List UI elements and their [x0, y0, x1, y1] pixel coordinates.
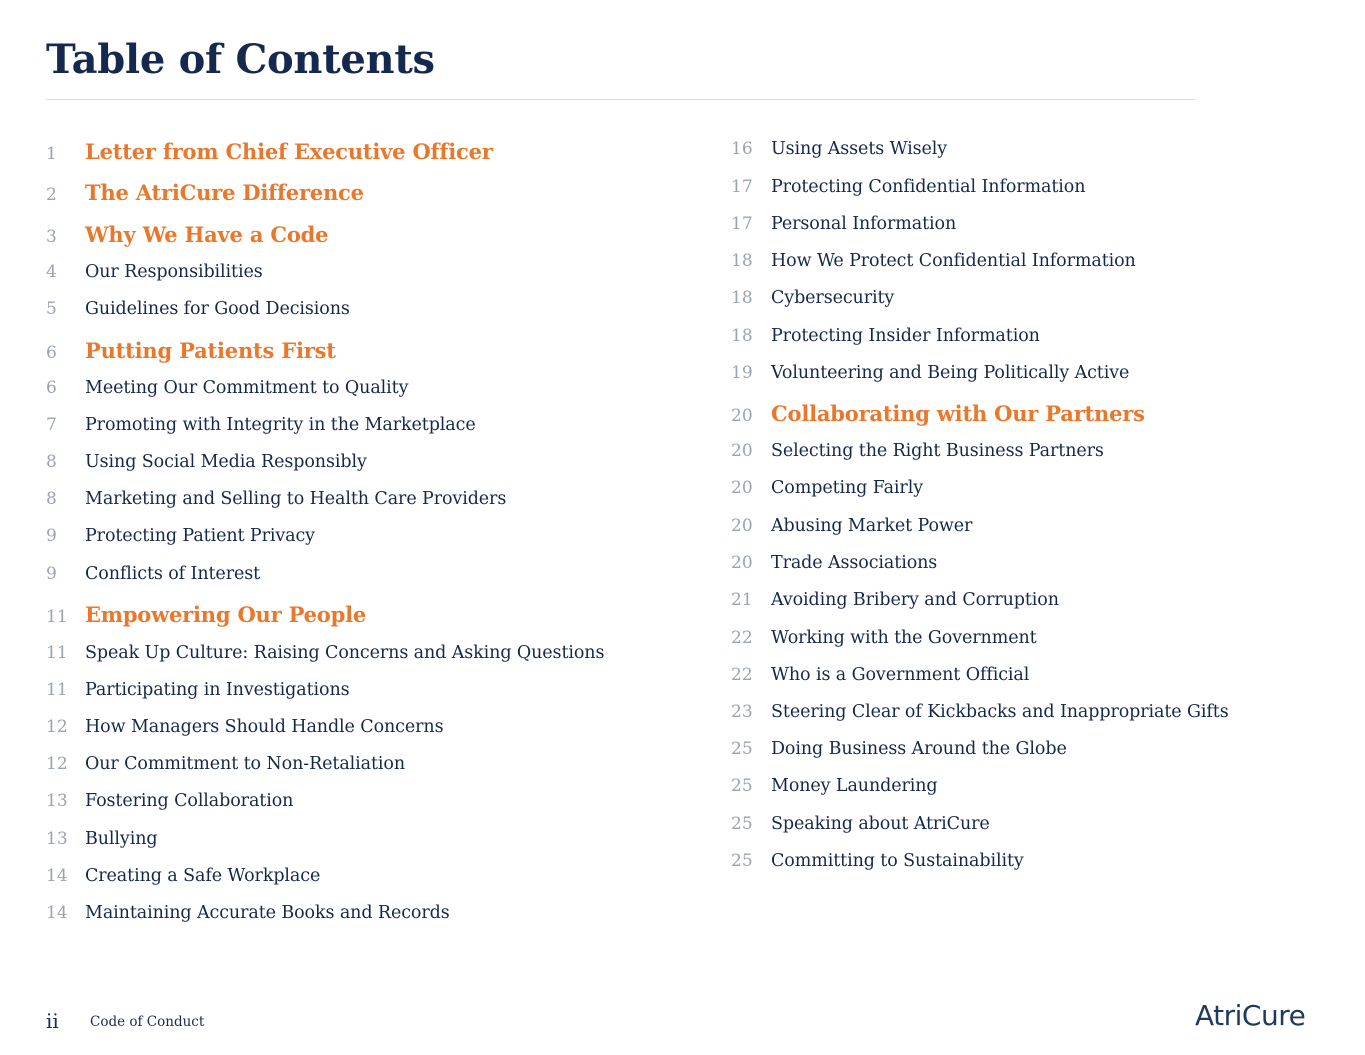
toc-page-number: 18 [731, 251, 753, 271]
toc-entry[interactable] [731, 516, 972, 536]
toc-entry-label: Protecting Patient Privacy [85, 526, 315, 546]
toc-entry-label: Empowering Our People [85, 602, 367, 627]
toc-entry[interactable] [731, 251, 1136, 271]
toc-page-number: 21 [731, 590, 753, 610]
toc-entry-label: Our Commitment to Non-Retaliation [85, 754, 406, 774]
toc-entry[interactable] [731, 441, 1104, 461]
toc-page-number: 20 [731, 406, 753, 426]
page-title: Table of Contents [46, 36, 435, 83]
toc-page-number: 13 [46, 829, 68, 849]
toc-entry-label: Creating a Safe Workplace [85, 866, 321, 886]
toc-entry-label: Using Social Media Responsibly [85, 452, 367, 472]
toc-entry[interactable] [731, 628, 1037, 648]
toc-entry-label: Meeting Our Commitment to Quality [85, 378, 409, 398]
toc-entry[interactable] [731, 553, 937, 573]
toc-page-number: 8 [46, 452, 57, 472]
toc-entry-label: Money Laundering [771, 776, 938, 796]
toc-entry-label: Fostering Collaboration [85, 791, 294, 811]
toc-page-number: 23 [731, 702, 753, 722]
toc-entry[interactable] [731, 739, 1067, 759]
toc-section-heading[interactable] [46, 139, 493, 164]
toc-entry[interactable] [46, 299, 350, 319]
toc-page-number: 11 [46, 643, 68, 663]
toc-page-number: 12 [46, 717, 68, 737]
toc-entry[interactable] [46, 452, 367, 472]
toc-entry-label: Steering Clear of Kickbacks and Inappropriate Gifts [771, 702, 1229, 722]
toc-entry-label: Protecting Confidential Information [771, 177, 1086, 197]
toc-entry[interactable] [46, 262, 263, 282]
toc-entry[interactable] [731, 851, 1024, 871]
toc-page-number: 13 [46, 791, 68, 811]
toc-page-number: 25 [731, 851, 753, 871]
toc-page-number: 5 [46, 299, 57, 319]
toc-page-number: 9 [46, 564, 57, 584]
toc-entry-label: Conflicts of Interest [85, 564, 261, 584]
toc-entry-label: Letter from Chief Executive Officer [85, 139, 493, 164]
toc-page-number: 7 [46, 415, 57, 435]
toc-page-number: 14 [46, 903, 68, 923]
toc-entry-label: Marketing and Selling to Health Care Providers [85, 489, 507, 509]
toc-page-number: 14 [46, 866, 68, 886]
toc-page-number: 18 [731, 288, 753, 308]
toc-section-heading[interactable] [46, 338, 336, 363]
toc-page-number: 12 [46, 754, 68, 774]
toc-page-number: 25 [731, 776, 753, 796]
toc-entry[interactable] [731, 702, 1229, 722]
toc-entry-label: How Managers Should Handle Concerns [85, 717, 444, 737]
toc-entry[interactable] [731, 665, 1029, 685]
toc-entry[interactable] [46, 564, 260, 584]
toc-entry-label: Who is a Government Official [771, 665, 1030, 685]
toc-entry[interactable] [731, 363, 1129, 383]
toc-page-number: 22 [731, 665, 753, 685]
toc-page-number: 20 [731, 441, 753, 461]
toc-page-number: 1 [46, 144, 57, 164]
toc-entry-label: Why We Have a Code [85, 222, 329, 247]
toc-entry[interactable] [46, 866, 320, 886]
toc-section-heading[interactable] [731, 401, 1145, 426]
toc-entry-label: Participating in Investigations [85, 680, 350, 700]
footer-document-label: Code of Conduct [90, 1014, 205, 1030]
toc-entry-label: Abusing Market Power [771, 516, 973, 536]
toc-page-number: 6 [46, 343, 57, 363]
toc-entry[interactable] [731, 814, 990, 834]
toc-entry-label: Committing to Sustainability [771, 851, 1024, 871]
toc-page-number: 25 [731, 814, 753, 834]
toc-page-number: 3 [46, 227, 57, 247]
toc-page-number: 11 [46, 607, 68, 627]
toc-entry-label: Our Responsibilities [85, 262, 263, 282]
toc-entry-label: Using Assets Wisely [771, 139, 948, 159]
toc-entry[interactable] [731, 214, 956, 234]
toc-entry-label: Collaborating with Our Partners [771, 401, 1145, 426]
toc-entry-label: Selecting the Right Business Partners [771, 441, 1104, 461]
toc-entry[interactable] [46, 415, 476, 435]
toc-entry[interactable] [731, 590, 1059, 610]
toc-page-number: 20 [731, 553, 753, 573]
toc-page-number: 25 [731, 739, 753, 759]
toc-page-number: 6 [46, 378, 57, 398]
toc-entry[interactable] [46, 903, 450, 923]
atricure-logo: AtriCure [1195, 999, 1306, 1032]
toc-entry-label: Speaking about AtriCure [771, 814, 990, 834]
title-divider [46, 99, 1195, 100]
toc-entry[interactable] [46, 643, 604, 663]
toc-entry-label: Maintaining Accurate Books and Records [85, 903, 450, 923]
toc-page-number: 17 [731, 214, 753, 234]
toc-page-number: 11 [46, 680, 68, 700]
toc-page-number: 4 [46, 262, 57, 282]
toc-entry-label: The AtriCure Difference [85, 180, 364, 205]
toc-entry[interactable] [731, 326, 1040, 346]
toc-entry[interactable] [46, 829, 157, 849]
toc-page-number: 20 [731, 478, 753, 498]
toc-entry[interactable] [46, 526, 315, 546]
toc-page-number: 8 [46, 489, 57, 509]
toc-entry-label: Doing Business Around the Globe [771, 739, 1067, 759]
toc-entry-label: Personal Information [771, 214, 957, 234]
toc-page-number: 22 [731, 628, 753, 648]
toc-entry-label: Speak Up Culture: Raising Concerns and Asking Questions [85, 643, 605, 663]
toc-section-heading[interactable] [46, 180, 364, 205]
toc-entry-label: Promoting with Integrity in the Marketplace [85, 415, 476, 435]
toc-entry-label: Bullying [85, 829, 158, 849]
toc-entry-label: Working with the Government [771, 628, 1037, 648]
toc-entry-label: Protecting Insider Information [771, 326, 1040, 346]
footer-page-number: ii [46, 1009, 59, 1033]
toc-section-heading[interactable] [46, 222, 328, 247]
toc-page-number: 17 [731, 177, 753, 197]
toc-entry[interactable] [731, 776, 938, 796]
toc-entry[interactable] [46, 489, 506, 509]
toc-page-number: 9 [46, 526, 57, 546]
toc-page-number: 20 [731, 516, 753, 536]
toc-entry-label: Guidelines for Good Decisions [85, 299, 350, 319]
toc-entry-label: Cybersecurity [771, 288, 895, 308]
toc-page-number: 16 [731, 139, 753, 159]
toc-entry[interactable] [731, 288, 894, 308]
toc-page-number: 18 [731, 326, 753, 346]
toc-page-number: 19 [731, 363, 753, 383]
toc-entry[interactable] [731, 478, 923, 498]
toc-entry-label: Trade Associations [771, 553, 938, 573]
toc-entry[interactable] [46, 378, 408, 398]
toc-entry[interactable] [46, 791, 293, 811]
toc-entry-label: Competing Fairly [771, 478, 923, 498]
toc-entry-label: Putting Patients First [85, 338, 336, 363]
toc-entry[interactable] [46, 680, 350, 700]
toc-entry-label: How We Protect Confidential Information [771, 251, 1136, 271]
toc-entry[interactable] [46, 717, 443, 737]
toc-section-heading[interactable] [46, 602, 366, 627]
toc-entry[interactable] [731, 139, 947, 159]
toc-entry-label: Volunteering and Being Politically Active [771, 363, 1130, 383]
toc-entry-label: Avoiding Bribery and Corruption [771, 590, 1059, 610]
toc-page-number: 2 [46, 185, 57, 205]
toc-entry[interactable] [46, 754, 405, 774]
toc-entry[interactable] [731, 177, 1085, 197]
